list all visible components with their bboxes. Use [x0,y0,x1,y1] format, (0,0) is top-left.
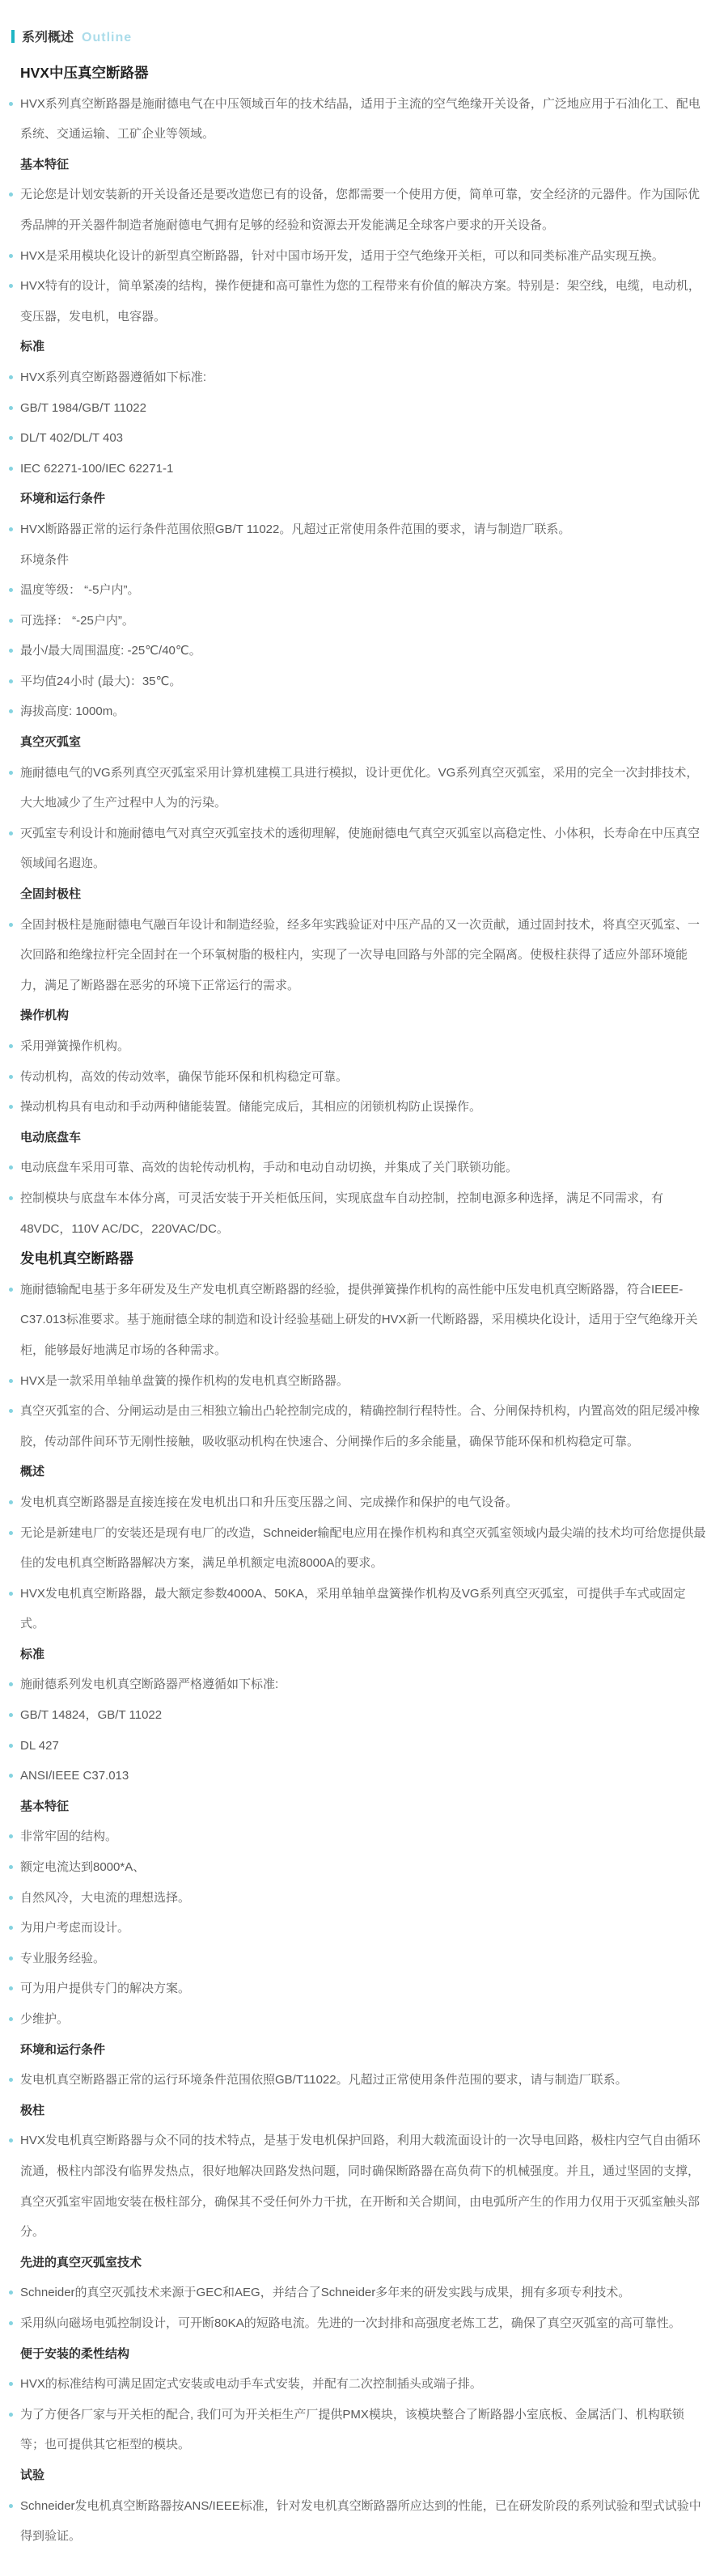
bullet-dot-icon [9,1044,13,1048]
bullet-text: 为了方便各厂家与开关柜的配合, 我们可为开关柜生产厂提供PMX模块，该模块整合了断路器小室底板、金属活门、机构联锁等；也可提供其它柜型的模块。 [20,2407,684,2452]
bullet-item [20,241,708,272]
sub-heading: 环境和运行条件 [20,2042,106,2057]
section-title-en: Outline [82,31,133,44]
sub-heading: 真空灭弧室 [20,735,82,750]
bullet-dot-icon [9,831,13,835]
bullet-text: HVX特有的设计，简单紧凑的结构，操作便捷和高可靠性为您的工程带来有价值的解决方案。特别是：架空线，电缆，电动机，变压器，发电机，电容器。 [20,279,700,324]
bullet-text: DL/T 402/DL/T 403 [20,431,124,446]
bullet-item [20,696,708,727]
bullet-text: 全固封极柱是施耐德电气融百年设计和制造经验，经多年实践验证对中压产品的又一次贡献，通过固封技术，将真空灭弧室、一次回路和绝缘拉杆完全固封在一个环氧树脂的极柱内，实现了一次导电回路与外部的完全隔离。使极柱获得了适应外部环境能力，满足了断路器在恶劣的环境下正常运行的需求。 [20,917,700,992]
bullet-item [20,1669,708,1700]
bullet-item [20,758,708,818]
bullet-dot-icon [9,1774,13,1778]
bullet-text: HVX系列真空断路器是施耐德电气在中压领域百年的技术结晶，适用于主流的空气绝缘开关设备，广泛地应用于石油化工、配电系统、交通运输、工矿企业等领域。 [20,96,700,142]
bullet-dot-icon [9,619,13,623]
bullet-text: 采用弹簧操作机构。 [20,1039,130,1053]
content [20,58,708,2552]
bullet-text: HVX发电机真空断路器，最大额定参数4000A、50KA，采用单轴单盘簧操作机构及VG系列真空灭弧室，可提供手车式或固定式。 [20,1586,686,1631]
bullet-item [20,2400,708,2460]
bullet-text: 施耐德输配电基于多年研发及生产发电机真空断路器的经验，提供弹簧操作机构的高性能中压发电机真空断路器，符合IEEE-C37.013标准要求。基于施耐德全球的制造和设计经验基础上研发的HVX新一代断路器，采用模块化设计，适用于空气绝缘开关柜，能够最好地满足市场的各种需求。 [20,1282,698,1357]
bullet-item [20,606,708,637]
bullet-item [20,2308,708,2339]
bullet-dot-icon [9,2382,13,2386]
sub-heading: 便于安装的柔性结构 [20,2346,130,2361]
bullet-item [20,1366,708,1397]
bullet-dot-icon [9,527,13,531]
bullet-text: HVX断路器正常的运行条件范围依照GB/T 11022。凡超过正常使用条件范围的要求，请与制造厂联系。 [20,522,571,536]
bullet-dot-icon [9,1500,13,1504]
sub-heading: 环境和运行条件 [20,492,106,506]
bullet-item [20,2491,708,2552]
bullet-text: IEC 62271-100/IEC 62271-1 [20,461,174,476]
bullet-dot-icon [9,1986,13,1990]
bullet-item [20,1821,708,1852]
bullet-dot-icon [9,284,13,288]
bullet-dot-icon [9,192,13,197]
bullet-text: 最小/最大周围温度: -25℃/40℃。 [20,644,201,658]
bullet-dot-icon [9,1075,13,1079]
bullet-dot-icon [9,588,13,592]
bullet-text: Schneider发电机真空断路器按ANS/IEEE标准，针对发电机真空断路器所应达到的性能，已在研发阶段的系列试验和型式试验中得到验证。 [20,2498,701,2544]
sub-heading: 先进的真空灭弧室技术 [20,2255,142,2269]
bullet-item [20,423,708,454]
bullet-item [20,1761,708,1791]
bullet-item [20,1731,708,1762]
bullet-text: 灭弧室专利设计和施耐德电气对真空灭弧室技术的透彻理解，使施耐德电气真空灭弧室以高稳定性、小体积，长寿命在中压真空领域闻名遐迩。 [20,826,700,871]
bullet-text: 无论您是计划安装新的开关设备还是要改造您已有的设备，您都需要一个使用方便，简单可靠，安全经济的元器件。作为国际优秀品牌的开关器件制造者施耐德电气拥有足够的经验和资源去开发能满足全球客户要求的开关设备。 [20,188,700,232]
bullet-text: 自然风冷，大电流的理想选择。 [20,1890,191,1905]
bullet-item [20,2004,708,2035]
sub-heading: 概述 [20,1465,45,1479]
bullet-item [20,1579,708,1639]
bullet-dot-icon [9,1409,13,1413]
sub-heading: 全固封极柱 [20,887,82,902]
sub-heading: 基本特征 [20,1799,70,1813]
bullet-text: 少维护。 [20,2012,70,2026]
bullet-text: 无论是新建电厂的安装还是现有电厂的改造，Schneider输配电应用在操作机构和真空灭弧室领域内最尖端的技术均可给您提供最佳的发电机真空断路器解决方案，满足单机额定电流8000A的要求。 [20,1525,706,1571]
bullet-text: 可为用户提供专门的解决方案。 [20,1982,191,1996]
bullet-item [20,1944,708,1974]
bullet-dot-icon [9,1165,13,1170]
bullet-text: 发电机真空断路器是直接连接在发电机出口和升压变压器之间、完成操作和保护的电气设备。 [20,1495,518,1509]
bullet-item [20,1487,708,1518]
bullet-item [20,2369,708,2400]
bullet-dot-icon [9,2504,13,2508]
bullet-text: Schneider的真空灭弧技术来源于GEC和AEG，并结合了Schneider多年来的研发实践与成果，拥有多项专利技术。 [20,2286,631,2300]
bullet-item [20,1700,708,1731]
bullet-text: DL 427 [20,1738,59,1753]
bullet-text: 为用户考虑而设计。 [20,1921,130,1935]
bullet-item [20,1852,708,1883]
bullet-dot-icon [9,1105,13,1109]
text-line: 环境条件 [20,552,70,567]
bullet-dot-icon [9,254,13,258]
bullet-item [20,1062,708,1093]
bullet-text: 电动底盘车采用可靠、高效的齿轮传动机构，手动和电动自动切换，并集成了关门联锁功能。 [20,1161,518,1175]
section-title: 系列概述 [22,31,74,44]
bullet-dot-icon [9,1744,13,1748]
bullet-item [20,89,708,150]
sub-heading: 标准 [20,1647,45,1661]
bullet-text: 非常牢固的结构。 [20,1829,118,1844]
bullet-text: HVX发电机真空断路器与众不同的技术特点，是基于发电机保护回路，利用大载流面设计的一次导电回路，极柱内空气自由循环流通，极柱内部没有临界发热点，很好地解决回路发热问题，同时确保断路器在高负荷下的机械强度。并且，通过坚固的支撑，真空灭弧室牢固地安装在极柱部分，确保其不受任何外力干扰，在开断和关合期间，由电弧所产生的作用力仅用于灭弧室触头部分。 [20,2134,700,2240]
bullet-item [20,1518,708,1579]
bullet-item [20,2126,708,2247]
bullet-text: 控制模块与底盘车本体分离，可灵活安装于开关柜低压间，实现底盘车自动控制，控制电源多种选择，满足不同需求，有48VDC，110V AC/DC，220VAC/DC。 [20,1191,664,1236]
bullet-item [20,514,708,545]
bullet-dot-icon [9,679,13,683]
bullet-dot-icon [9,2138,13,2142]
bullet-item [20,818,708,879]
bullet-dot-icon [9,709,13,713]
product-heading: HVX中压真空断路器 [20,65,149,81]
bullet-item [20,1275,708,1366]
bullet-text: 平均值24小时 (最大)：35℃。 [20,674,182,688]
bullet-text: 传动机构，高效的传动效率，确保节能环保和机构稳定可靠。 [20,1069,349,1084]
bullet-dot-icon [9,1865,13,1869]
bullet-item [20,666,708,697]
bullet-item [20,271,708,332]
bullet-dot-icon [9,375,13,379]
bullet-dot-icon [9,2413,13,2417]
bullet-text: 真空灭弧室的合、分闸运动是由三相独立输出凸轮控制完成的，精确控制行程特性。合、分闸保持机构，内置高效的阻尼缓冲橡胶，传动部件间环节无刚性接触，吸收驱动机构在快速合、分闸操作后的多余能量，确保节能环保和机构稳定可靠。 [20,1404,700,1449]
bullet-dot-icon [9,1713,13,1717]
bullet-dot-icon [9,1834,13,1838]
sub-heading: 操作机构 [20,1009,70,1023]
bullet-dot-icon [9,2321,13,2325]
sub-heading: 极柱 [20,2103,45,2117]
bullet-text: 专业服务经验。 [20,1951,106,1965]
bullet-text: HVX是采用模块化设计的新型真空断路器，针对中国市场开发，适用于空气绝缘开关柜，可以和同类标准产品实现互换。 [20,248,664,263]
bullet-text: GB/T 14824，GB/T 11022 [20,1708,163,1723]
bullet-text: GB/T 1984/GB/T 11022 [20,400,146,415]
bullet-dot-icon [9,467,13,471]
bullet-item [20,636,708,666]
bullet-item [20,393,708,424]
bullet-item [20,2065,708,2096]
bullet-text: 温度等级： “-5户内”。 [20,583,140,598]
bullet-item [20,1913,708,1944]
sub-heading: 试验 [20,2468,45,2482]
bullet-text: 发电机真空断路器正常的运行环境条件范围依照GB/T11022。凡超过正常使用条件范围的要求，请与制造厂联系。 [20,2073,628,2087]
bullet-item [20,1396,708,1457]
bullet-dot-icon [9,1531,13,1535]
bullet-dot-icon [9,2017,13,2021]
bullet-dot-icon [9,923,13,927]
bullet-dot-icon [9,1592,13,1596]
bullet-item [20,1973,708,2004]
bullet-dot-icon [9,1196,13,1200]
bullet-item [20,1092,708,1123]
bullet-dot-icon [9,2290,13,2295]
bullet-text: 施耐德系列发电机真空断路器严格遵循如下标准: [20,1677,279,1692]
bullet-item [20,1153,708,1183]
accent-bar-icon [11,30,15,43]
bullet-dot-icon [9,1896,13,1900]
bullet-dot-icon [9,436,13,440]
bullet-text: 采用纵向磁场电弧控制设计，可开断80KA的短路电流。先进的一次封排和高强度老炼工艺，确保了真空灭弧室的高可靠性。 [20,2316,681,2330]
bullet-dot-icon [9,102,13,106]
bullet-item [20,454,708,484]
sub-heading: 标准 [20,340,45,354]
bullet-item [20,180,708,240]
bullet-dot-icon [9,1682,13,1686]
bullet-dot-icon [9,2078,13,2082]
bullet-text: 操动机构具有电动和手动两种储能装置。储能完成后，其相应的闭锁机构防止误操作。 [20,1100,482,1115]
bullet-dot-icon [9,1379,13,1383]
bullet-text: ANSI/IEEE C37.013 [20,1769,129,1783]
bullet-item [20,362,708,393]
bullet-item [20,910,708,1001]
bullet-text: HVX的标准结构可满足固定式安装或电动手车式安装，并配有二次控制插头或端子排。 [20,2377,482,2392]
bullet-dot-icon [9,406,13,410]
bullet-item [20,1883,708,1914]
bullet-text: HVX是一款采用单轴单盘簧的操作机构的发电机真空断路器。 [20,1373,349,1388]
bullet-text: HVX系列真空断路器遵循如下标准: [20,370,207,384]
bullet-text: 可选择： “-25户内”。 [20,613,134,628]
bullet-item [20,1183,708,1244]
bullet-text: 海拔高度: 1000m。 [20,704,125,719]
bullet-item [20,575,708,606]
bullet-dot-icon [9,1288,13,1292]
bullet-item [20,1031,708,1062]
bullet-item [20,2278,708,2308]
bullet-dot-icon [9,1926,13,1930]
product-heading: 发电机真空断路器 [20,1250,133,1267]
bullet-dot-icon [9,1956,13,1961]
bullet-dot-icon [9,649,13,653]
sub-heading: 基本特征 [20,157,70,171]
bullet-text: 额定电流达到8000*A、 [20,1860,146,1875]
bullet-dot-icon [9,771,13,775]
sub-heading: 电动底盘车 [20,1130,82,1144]
bullet-text: 施耐德电气的VG系列真空灭弧室采用计算机建模工具进行模拟，设计更优化。VG系列真空灭弧室，采用的完全一次封排技术，大大地减少了生产过程中人为的污染。 [20,765,699,810]
section-header [11,27,708,49]
